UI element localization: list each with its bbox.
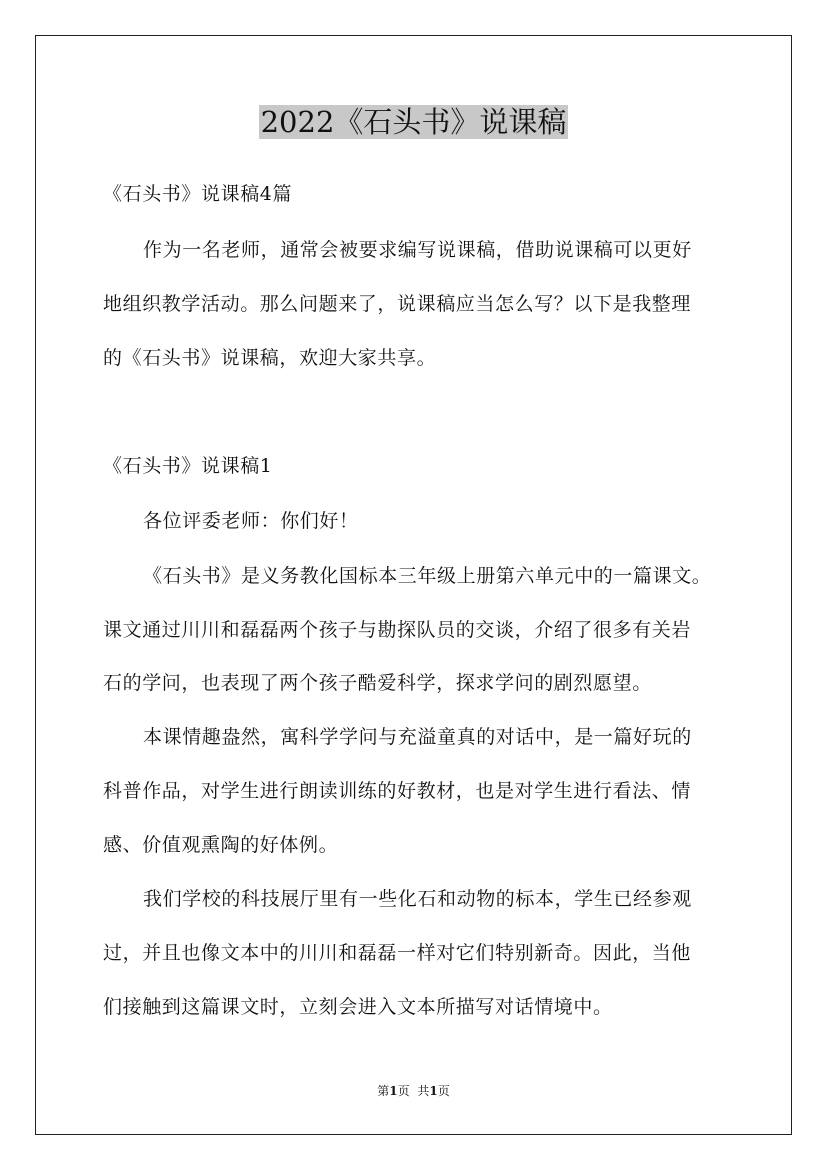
paragraph1-line-2: 课文通过川川和磊磊两个孩子与勘探队员的交谈，介绍了很多有关岩 <box>103 619 692 641</box>
paragraph1-line-1: 《石头书》是义务教化国标本三年级上册第六单元中的一篇课文。 <box>143 565 712 587</box>
footer-total-pages: 1 <box>429 1084 438 1098</box>
document-title-text: 2022《石头书》说课稿 <box>260 105 567 139</box>
document-title <box>0 100 827 144</box>
footer-page-suffix: 页 <box>397 1084 410 1098</box>
paragraph2-line-3: 感、价值观熏陶的好体例。 <box>103 834 339 856</box>
footer-total-prefix: 共 <box>417 1084 430 1098</box>
footer-page-number: 1 <box>389 1084 398 1098</box>
section-heading: 《石头书》说课稿1 <box>103 455 273 477</box>
paragraph2-line-2: 科普作品，对学生进行朗读训练的好教材，也是对学生进行看法、情 <box>103 780 692 802</box>
greeting-line: 各位评委老师：你们好！ <box>143 510 359 532</box>
paragraph3-line-2: 过，并且也像文本中的川川和磊磊一样对它们特别新奇。因此，当他 <box>103 942 692 964</box>
intro-line-1: 作为一名老师，通常会被要求编写说课稿，借助说课稿可以更好 <box>143 239 692 261</box>
paragraph2-line-1: 本课情趣盎然，寓科学学问与充溢童真的对话中，是一篇好玩的 <box>143 726 692 748</box>
document-subtitle: 《石头书》说课稿4篇 <box>103 183 293 205</box>
page-footer <box>0 1083 827 1099</box>
intro-line-2: 地组织教学活动。那么问题来了，说课稿应当怎么写？以下是我整理 <box>103 293 692 315</box>
footer-total-suffix: 页 <box>437 1084 450 1098</box>
paragraph3-line-3: 们接触到这篇课文时，立刻会进入文本所描写对话情境中。 <box>103 996 613 1018</box>
paragraph3-line-1: 我们学校的科技展厅里有一些化石和动物的标本，学生已经参观 <box>143 888 692 910</box>
paragraph1-line-3: 石的学问，也表现了两个孩子酷爱科学，探求学问的剧烈愿望。 <box>103 672 652 694</box>
intro-line-3: 的《石头书》说课稿，欢迎大家共享。 <box>103 347 437 369</box>
footer-page-prefix: 第 <box>377 1084 390 1098</box>
